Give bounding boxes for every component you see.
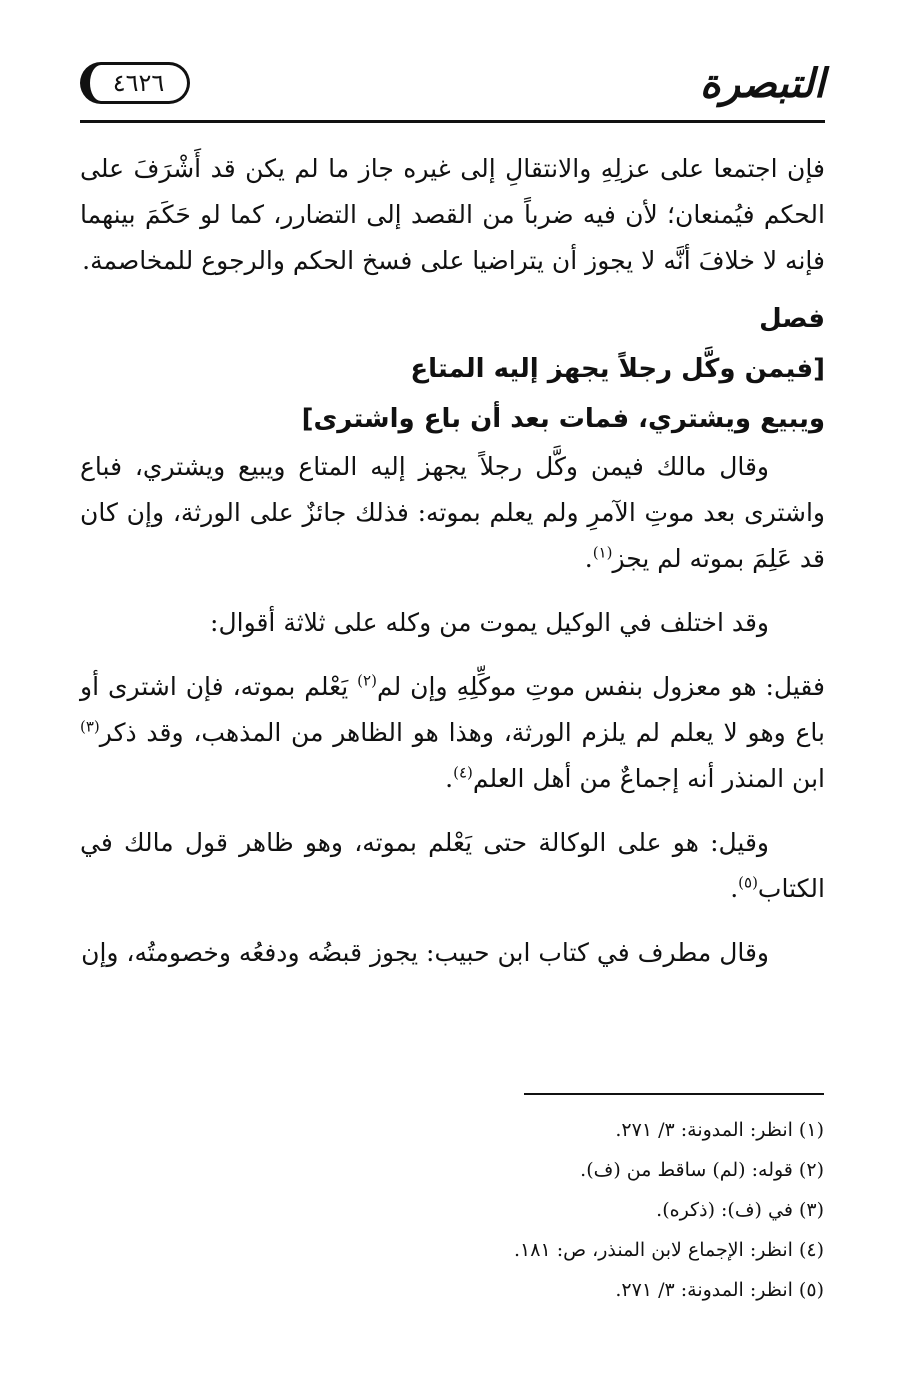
paragraph-5 bbox=[80, 820, 825, 912]
section-heading-line-2: ويبيع ويشتري، فمات بعد أن باع واشترى] bbox=[301, 404, 825, 434]
footnote-marker-1[interactable]: (١) bbox=[592, 543, 613, 562]
paragraph-2-text: وقال مالك فيمن وكَّل رجلاً يجهز إليه المتاع ويبيع ويشتري، فباع واشترى بعد موتِ الآمرِ ولم يعلم بموته: فذلك جائزٌ على الورثة، وإن كان قد عَلِمَ بموته لم يجز bbox=[80, 452, 825, 573]
paragraph-5-end: . bbox=[730, 874, 739, 903]
footnote-3: (٣) في (ف): (ذكره). bbox=[656, 1199, 824, 1221]
footnote-marker-3[interactable]: (٣) bbox=[80, 717, 100, 736]
footnote-marker-5[interactable]: (٥) bbox=[738, 873, 758, 892]
paragraph-3: وقد اختلف في الوكيل يموت من وكله على ثلاثة أقوال: bbox=[210, 608, 769, 637]
page-number: ٤٦٢٦ bbox=[80, 62, 190, 104]
footnote-1: (١) انظر: المدونة: ٣/ ٢٧١. bbox=[615, 1119, 824, 1141]
footnote-5: (٥) انظر: المدونة: ٣/ ٢٧١. bbox=[615, 1279, 824, 1301]
paragraph-4-text-c: ابن المنذر أنه إجماعٌ من أهل العلم bbox=[472, 764, 825, 793]
book-title: التبصرة bbox=[699, 60, 825, 107]
paragraph-4-text-a: فقيل: هو معزول بنفس موتِ موكِّلِهِ وإن لم bbox=[376, 672, 825, 701]
paragraph-4-text-b: يَعْلم بموته، فإن اشترى أو باع وهو لا يعلم لم يلزم الورثة، وهذا هو الظاهر من المذهب، وقد ذكر bbox=[80, 672, 825, 747]
footnote-rule bbox=[524, 1093, 824, 1095]
main-text bbox=[80, 146, 825, 994]
footnote-4: (٤) انظر: الإجماع لابن المنذر، ص: ١٨١. bbox=[514, 1239, 824, 1261]
footnote-2: (٢) قوله: (لم) ساقط من (ف). bbox=[580, 1159, 824, 1181]
header-rule bbox=[80, 120, 825, 123]
paragraph-6: وقال مطرف في كتاب ابن حبيب: يجوز قبضُه ودفعُه وخصومتُه، وإن bbox=[81, 938, 769, 967]
paragraph-1: فإن اجتمعا على عزلِهِ والانتقالِ إلى غيره جاز ما لم يكن قد أَشْرَفَ على الحكم فيُمنعان؛ لأن فيه ضرباً من القصد إلى التضارر، كما لو حَكَمَ بينهما فإنه لا خلافَ أنَّه لا يجوز أن يتراضيا على فسخ الحكم والرجوع للمخاصمة. bbox=[80, 154, 825, 275]
paragraph-4-end: . bbox=[445, 764, 454, 793]
section-heading-line-1: [فيمن وكَّل رجلاً يجهز إليه المتاع bbox=[410, 354, 825, 384]
paragraph-2 bbox=[80, 444, 825, 582]
section-label: فصل bbox=[759, 304, 825, 334]
footnote-marker-2[interactable]: (٢) bbox=[357, 671, 377, 690]
footnotes bbox=[224, 1110, 824, 1310]
page-header bbox=[80, 50, 825, 130]
paragraph-4 bbox=[80, 664, 825, 802]
footnote-marker-4[interactable]: (٤) bbox=[453, 763, 473, 782]
paragraph-5-text: وقيل: هو على الوكالة حتى يَعْلم بموته، وهو ظاهر قول مالك في الكتاب bbox=[80, 828, 825, 903]
paragraph-2-end: . bbox=[584, 544, 593, 573]
